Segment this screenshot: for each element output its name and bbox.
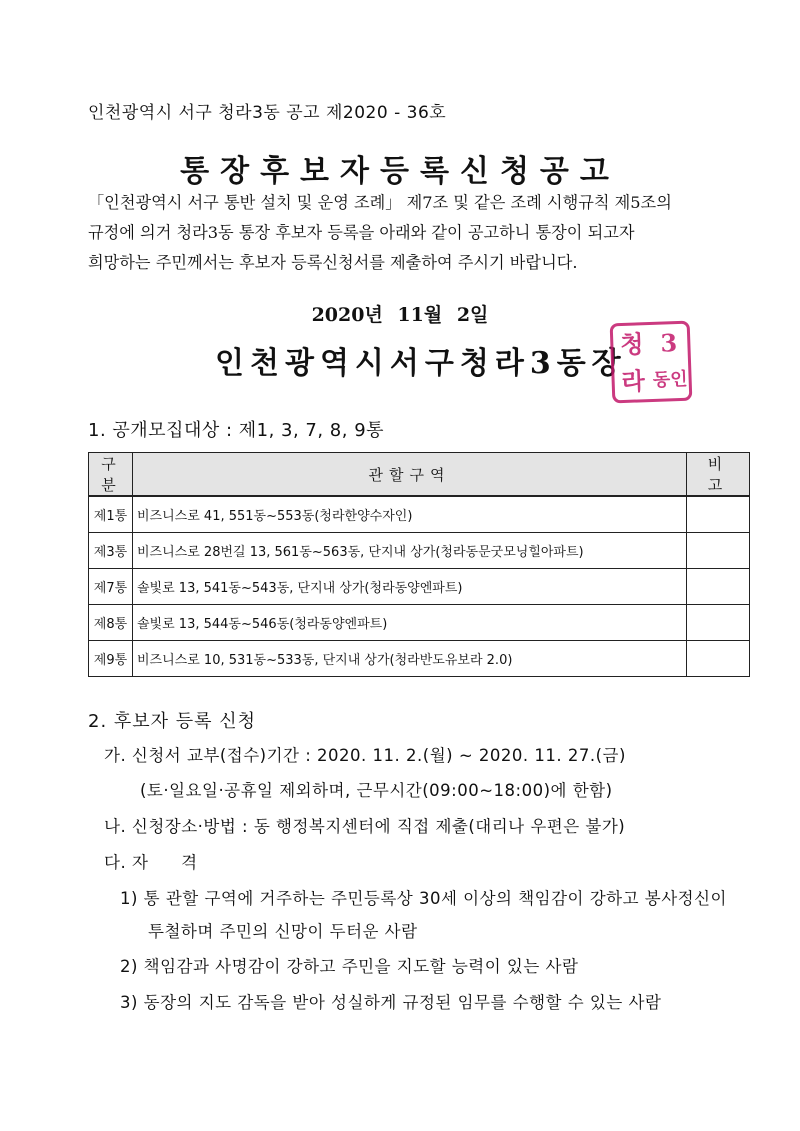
row-area: 비즈니스로 10, 531동~533동, 단지내 상가(청라반도유보라 2.0) [133, 641, 687, 677]
table-row [89, 533, 750, 569]
application-period-note: (토·일요일·공휴일 제외하며, 근무시간(09:00~18:00)에 한함) [140, 781, 613, 800]
row-note [687, 605, 750, 641]
table-row [89, 496, 750, 533]
row-id: 제7통 [89, 569, 133, 605]
section-2-heading: 2. 후보자 등록 신청 [88, 711, 257, 732]
application-method: 나. 신청장소·방법 : 동 행정복지센터에 직접 제출(대리나 우편은 불가) [104, 817, 626, 836]
district-table [88, 452, 750, 677]
qualification-item: 1) 통 관할 구역에 거주하는 주민등록상 30세 이상의 책임감이 강하고 봉사정신이 [120, 889, 727, 908]
qualification-item: 2) 책임감과 사명감이 강하고 주민을 지도할 능력이 있는 사람 [120, 957, 579, 976]
seal-char: 청 [619, 328, 644, 359]
intro-line: 희망하는 주민께서는 후보자 등록신청서를 제출하여 주시기 바랍니다. [88, 253, 578, 272]
intro-line: 「인천광역시 서구 통반 설치 및 운영 조례」 제7조 및 같은 조례 시행규칙 제5조의 [88, 193, 672, 212]
notice-date: 2020년 11월 2일 [311, 304, 489, 326]
row-id: 제8통 [89, 605, 133, 641]
row-note [687, 569, 750, 605]
intro-line: 규정에 의거 청라3동 통장 후보자 등록을 아래와 같이 공고하니 통장이 되고자 [88, 223, 635, 242]
header-area: 관할구역 [133, 453, 687, 497]
header-category: 구 분 [89, 453, 133, 497]
row-area: 솔빛로 13, 544동~546동(청라동양엔파트) [133, 605, 687, 641]
table-row [89, 641, 750, 677]
row-id: 제1통 [89, 496, 133, 533]
seal-char: 동인 [652, 368, 688, 391]
row-area: 비즈니스로 41, 551동~553동(청라한양수자인) [133, 496, 687, 533]
header-note: 비 고 [687, 453, 750, 497]
issuer-name: 인천광역시서구청라3동장 [215, 346, 627, 381]
qualification-item-continued: 투철하며 주민의 신망이 두터운 사람 [148, 922, 418, 941]
row-area: 비즈니스로 28번길 13, 561동~563동, 단지내 상가(청라동문굿모닝힐아파트) [133, 533, 687, 569]
table-header-row [89, 453, 750, 497]
qualification-prefix: 다. [104, 853, 127, 872]
row-id: 제9통 [89, 641, 133, 677]
qualification-item: 3) 동장의 지도 감독을 받아 성실하게 규정된 임무를 수행할 수 있는 사람 [120, 993, 662, 1012]
table-row [89, 569, 750, 605]
application-period: 가. 신청서 교부(접수)기간 : 2020. 11. 2.(월) ~ 2020. 11. 27.(금) [104, 746, 626, 765]
row-note [687, 533, 750, 569]
page-title: 통장후보자등록신청공고 [180, 154, 620, 189]
row-note [687, 496, 750, 533]
intro-paragraph [88, 188, 752, 278]
section-1-heading: 1. 공개모집대상 : 제1, 3, 7, 8, 9통 [88, 420, 385, 441]
official-seal-stamp [610, 321, 693, 404]
qualification-heading [104, 849, 211, 873]
table-row [89, 605, 750, 641]
row-note [687, 641, 750, 677]
notice-number: 인천광역시 서구 청라3동 공고 제2020 - 36호 [88, 103, 447, 123]
qualification-label: 자 격 [131, 853, 212, 872]
row-area: 솔빛로 13, 541동~543동, 단지내 상가(청라동양엔파트) [133, 569, 687, 605]
row-id: 제3통 [89, 533, 133, 569]
seal-char: 3 [659, 327, 678, 358]
seal-char: 라 [621, 365, 646, 396]
